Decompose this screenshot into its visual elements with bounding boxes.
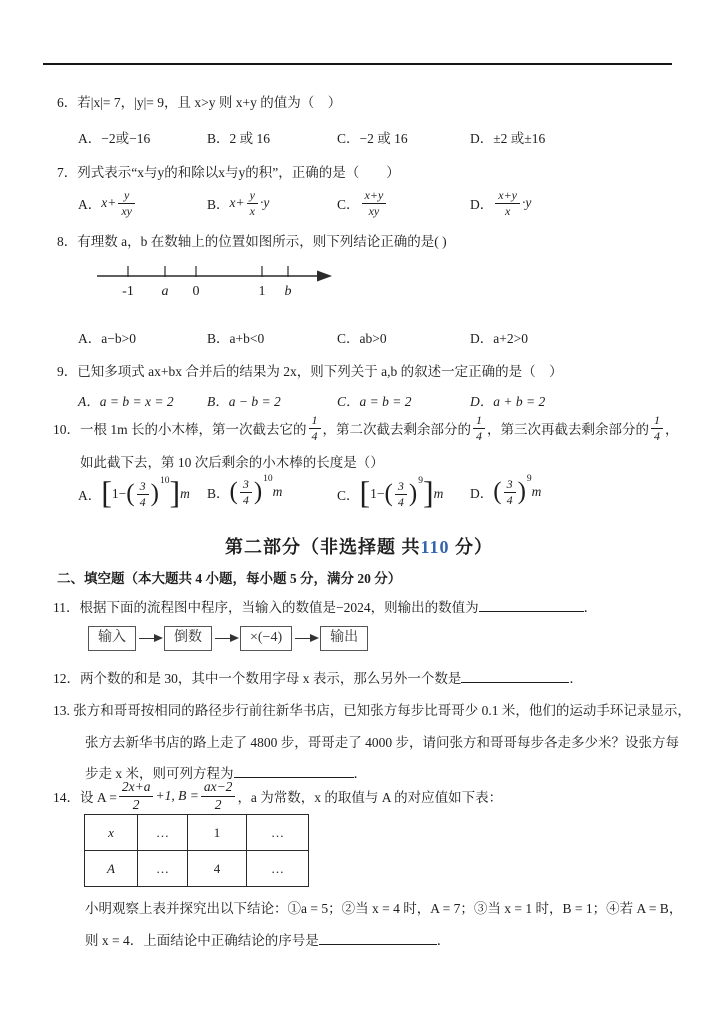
table-cell: …: [138, 851, 188, 887]
tick-label: 0: [192, 284, 200, 299]
q10-option-a: [78, 474, 190, 510]
tick-label: 1: [258, 284, 266, 299]
fraction: $\frac{3}{4}$: [395, 480, 407, 508]
section-title-post: 分）: [449, 537, 493, 557]
unit: m: [180, 486, 190, 501]
fraction: $\frac{1}{4}$: [473, 414, 485, 442]
arrow-right-icon: [215, 638, 237, 640]
unit: m: [272, 484, 283, 500]
exponent: 10: [159, 476, 170, 486]
fill-in-section-header: 二、填空题（本大题共 4 小题，每小题 5 分，满分 20 分）: [57, 571, 402, 586]
question-11-text: [53, 596, 597, 616]
option-label: A．: [78, 488, 102, 503]
text-segment: 11．根据下面的流程图中程序，当输入的数值是−2024，则输出的数值为: [53, 600, 479, 615]
q7-option-d: [470, 189, 531, 217]
option-label: D．: [470, 197, 494, 213]
table-cell: 4: [188, 851, 247, 887]
answer-blank: [461, 670, 569, 683]
text-segment: 14．设 A =: [53, 790, 117, 805]
question-9-text: 9．已知多项式 ax+bx 合并后的结果为 2x，则下列关于 a,b 的叙述一定正确的是（ ）: [57, 364, 563, 379]
math-term: x+: [101, 195, 117, 211]
math-term: ·y: [522, 195, 532, 211]
header-divider-rule: [43, 63, 672, 65]
flow-box-input: 输入: [88, 626, 136, 651]
text-segment: 10．一根 1m 长的小木棒，第一次截去它的: [53, 422, 307, 437]
table-cell: A: [85, 851, 138, 887]
question-14-note1: 小明观察上表并探究出以下结论：①a = 5；②当 x = 4 时，A = 7；③当 x = 1 时，B = 1；④若 A = B，: [85, 901, 683, 916]
answer-blank: [234, 765, 354, 778]
fraction: $\frac{y}{x}$: [247, 189, 258, 217]
table-cell: x: [85, 815, 138, 851]
fraction: $\frac{y}{xy}$: [118, 189, 135, 217]
q6-option-d: D．±2 或±16: [470, 131, 546, 146]
exponent: 9: [526, 474, 532, 485]
question-10-text-line2: 如此截下去，第 10 次后剩余的小木棒的长度是（）: [80, 455, 384, 470]
math-term: +1, B =: [155, 788, 199, 803]
section-title-pre: 第二部分（非选择题 共: [224, 537, 421, 557]
text-segment: ．: [583, 600, 598, 615]
tick-label: a: [161, 284, 169, 299]
paren-glyph: ): [517, 477, 526, 505]
table-cell: 1: [188, 815, 247, 851]
q10-option-d: [470, 474, 542, 507]
fraction: $\frac{2x+a}{2}$: [119, 780, 154, 811]
paren-glyph: ): [253, 477, 263, 505]
answer-blank: [319, 932, 437, 945]
text-segment: ．: [353, 766, 367, 781]
math-term: 1−: [111, 486, 127, 501]
q6-option-c: C．−2 或 16: [337, 131, 408, 146]
number-line-figure: [95, 254, 339, 304]
bracket-glyph: ]: [169, 474, 181, 510]
fraction: $\frac{ax-2}{2}$: [201, 780, 236, 811]
table-cell: …: [138, 815, 188, 851]
answer-blank: [479, 599, 584, 612]
fraction: $\frac{x+y}{x}$: [495, 189, 520, 217]
text-segment: 12．两个数的和是 30，其中一个数用字母 x 表示，那么另外一个数是: [53, 671, 462, 686]
q9-option-b: B．a − b = 2: [207, 394, 281, 409]
flow-box-multiply: ×(−4): [240, 626, 292, 651]
q9-option-a: A．a = b = x = 2: [78, 394, 174, 409]
section-2-title: [0, 533, 718, 559]
question-14-text: [53, 779, 502, 813]
tick-label: b: [284, 284, 292, 299]
math-term: x+: [229, 195, 245, 211]
table-cell: …: [247, 851, 309, 887]
question-13-line2: 张方去新华书店的路上走了 4800 步，哥哥走了 4000 步，请问张方和哥哥每步各走多少米？设张方每: [85, 735, 679, 750]
exponent: 9: [418, 476, 423, 486]
paren-glyph: (: [229, 477, 238, 505]
paren-glyph: (: [384, 479, 393, 507]
table-row: [85, 851, 309, 887]
paren-glyph: ): [408, 479, 418, 507]
fraction: $\frac{1}{4}$: [309, 414, 321, 442]
option-label: C．: [337, 488, 360, 503]
q8-option-a: A．a−b>0: [78, 331, 136, 346]
math-term: ·y: [259, 195, 270, 211]
arrow-right-icon: [317, 271, 332, 282]
option-label: B．: [207, 197, 230, 213]
unit: m: [433, 486, 444, 501]
paren-glyph: (: [126, 479, 135, 507]
fraction: $\frac{3}{4}$: [240, 478, 252, 506]
question-6-text: 6．若|x|= 7，|y|= 9，且 x>y 则 x+y 的值为（ ）: [57, 95, 342, 110]
text-segment: ，a 为常数，x 的取值与 A 的对应值如下表：: [237, 790, 503, 805]
question-12-text: [53, 667, 583, 687]
fraction: $\frac{3}{4}$: [137, 480, 149, 508]
text-segment: ，第三次再截去剩余部分的: [487, 422, 650, 437]
flowchart: [88, 626, 368, 651]
bracket-glyph: [: [359, 474, 371, 510]
q14-value-table: [84, 814, 309, 887]
q10-option-c: [337, 474, 444, 510]
section-title-points: 110: [420, 537, 450, 557]
q7-option-b: [207, 189, 269, 217]
question-8-text: 8．有理数 a，b 在数轴上的位置如图所示，则下列结论正确的是( ): [57, 234, 447, 249]
text-segment: ．: [569, 671, 583, 686]
paren-glyph: (: [493, 477, 502, 505]
fraction: $\frac{3}{4}$: [504, 478, 516, 506]
paren-glyph: ): [150, 479, 159, 507]
arrow-right-icon: [139, 638, 161, 640]
bracket-glyph: ]: [422, 474, 434, 510]
fraction: $\frac{1}{4}$: [651, 414, 663, 442]
bracket-glyph: [: [101, 474, 112, 510]
text-segment: ，: [665, 422, 679, 437]
text-segment: ．: [436, 933, 451, 948]
question-10-options: [0, 474, 718, 526]
q10-option-b: [207, 474, 283, 507]
question-7-text: 7．列式表示“x与y的和除以x与y的积”，正确的是（ ）: [57, 165, 400, 180]
q8-option-b: B．a+b<0: [207, 331, 265, 346]
tick-label: -1: [122, 284, 134, 299]
question-14-note2: [85, 929, 450, 949]
q6-option-a: A．−2或−16: [78, 131, 151, 146]
q8-option-c: C．ab>0: [337, 331, 387, 346]
option-label: A．: [78, 197, 102, 213]
option-label: C．: [337, 197, 360, 213]
table-row: [85, 815, 309, 851]
q6-option-b: B．2 或 16: [207, 131, 271, 146]
flow-box-reciprocal: 倒数: [164, 626, 212, 651]
text-segment: 步走 x 米，则可列方程为: [85, 766, 234, 781]
q9-option-d: D．a + b = 2: [470, 394, 546, 409]
text-segment: 则 x = 4．上面结论中正确结论的序号是: [85, 933, 319, 948]
option-label: D．: [470, 486, 494, 502]
q7-option-c: [337, 189, 388, 217]
math-term: 1−: [370, 486, 385, 501]
q8-option-d: D．a+2>0: [470, 331, 528, 346]
q9-option-c: C．a = b = 2: [337, 394, 412, 409]
flow-box-output: 输出: [320, 626, 368, 651]
table-cell: …: [247, 815, 309, 851]
arrow-right-icon: [295, 638, 317, 640]
question-13-line1: 13. 张方和哥哥按相同的路径步行前往新华书店，已知张方每步比哥哥少 0.1 米，他们的运动手环记录显示，: [53, 703, 691, 718]
fraction: $\frac{x+y}{xy}$: [362, 189, 387, 217]
option-label: B．: [207, 486, 230, 502]
text-segment: ，第二次截去剩余部分的: [322, 422, 472, 437]
exponent: 10: [263, 474, 273, 485]
question-7-options: [0, 189, 718, 223]
question-10-text-line1: [53, 413, 679, 443]
q7-option-a: [78, 189, 137, 217]
unit: m: [531, 484, 542, 500]
